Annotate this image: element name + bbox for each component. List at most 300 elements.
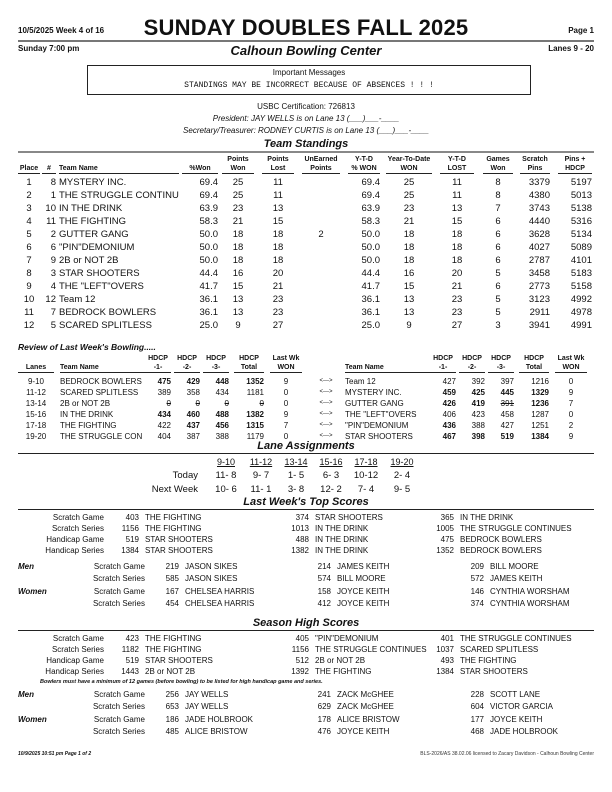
standings-cell-team: MYSTERY INC.: [59, 177, 127, 188]
top-scores-title: Last Week's Top Scores: [243, 496, 369, 508]
score-category: Scratch Series: [92, 599, 145, 608]
standings-cell-num: 12: [45, 294, 56, 305]
score-value: 454: [165, 599, 179, 608]
league-day-time: Sunday 7:00 pm: [18, 44, 80, 53]
standings-cell-ytd_pct: 36.1: [361, 307, 380, 318]
review-right-won: 2: [568, 421, 574, 430]
versus-arrow-icon: <--->: [319, 422, 333, 428]
score-value: 1013: [291, 524, 309, 533]
today-matchup: 9- 7: [252, 470, 270, 481]
standings-cell-pct: 50.0: [199, 229, 218, 240]
versus-arrow-icon: <--->: [319, 389, 333, 395]
standings-row: [0, 268, 612, 281]
standings-cell-pts_lost: 11: [273, 190, 283, 201]
score-name: IN THE DRINK: [315, 524, 369, 533]
score-row: [0, 562, 612, 573]
score-value: 1392: [291, 667, 309, 676]
lane-assignments-title: Lane Assignments: [257, 440, 355, 452]
gender-label: Women: [18, 587, 47, 596]
score-value: 412: [317, 599, 331, 608]
review-left-g3: 456: [215, 421, 229, 430]
score-row: [0, 574, 612, 585]
standings-cell-pts_lost: 15: [272, 216, 284, 227]
lane-pair-header: 15-16: [319, 457, 343, 467]
standings-cell-team: SCARED SPLITLESS: [59, 320, 152, 331]
col-header-line1: UnEarned: [304, 156, 338, 163]
score-value: 475: [440, 535, 454, 544]
standings-cell-unearned: [302, 307, 340, 318]
score-value: 476: [317, 727, 331, 736]
bowling-center-name: Calhoun Bowling Center: [230, 43, 382, 58]
score-name: THE FIGHTING: [315, 667, 372, 676]
score-category: Scratch Series: [51, 524, 104, 533]
standings-cell-team: "PIN"DEMONIUM: [59, 242, 135, 253]
standings-cell-ytd_won: 13: [403, 307, 415, 318]
col-header-line1: HDCP: [239, 355, 259, 362]
standings-col-ytd_pct: [348, 155, 380, 174]
col-header-line1: Points: [267, 156, 289, 163]
review-left-g1: 422: [157, 421, 171, 430]
versus-arrow-icon: <--->: [319, 433, 333, 439]
standings-col-unearned: [302, 155, 340, 174]
score-value: 1037: [436, 645, 454, 654]
score-row: [0, 524, 612, 535]
standings-cell-unearned: [302, 255, 340, 266]
score-category: Scratch Game: [52, 513, 104, 522]
standings-cell-team: STAR SHOOTERS: [59, 268, 140, 279]
handicap-eligibility-note: Bowlers must have a minimum of 12 games (before bowling) to be listed for high handicap game and series.: [40, 679, 323, 685]
standings-cell-scratch: 4380: [528, 190, 550, 201]
standings-cell-pins_hdcp: 5183: [570, 268, 592, 279]
standings-cell-ytd_won: 9: [406, 320, 412, 331]
standings-cell-ytd_lost: 18: [451, 255, 463, 266]
standings-cell-pts_lost: 21: [272, 281, 284, 292]
col-header-line1: Y-T-D: [448, 156, 466, 163]
today-label: Today: [172, 470, 198, 481]
score-row: [0, 546, 612, 557]
standings-cell-pins_hdcp: 5158: [570, 281, 592, 292]
standings-cell-pts_won: 18: [232, 242, 244, 253]
standings-cell-place: 5: [26, 229, 32, 240]
standings-cell-pts_won: 23: [232, 203, 244, 214]
standings-col-pins_hdcp: [558, 155, 592, 174]
standings-cell-place: 9: [26, 281, 32, 292]
next-week-matchup: 10- 6: [215, 484, 237, 495]
standings-cell-place: 11: [24, 307, 34, 318]
score-category: Scratch Game: [93, 562, 145, 571]
review-left-g1: 475: [157, 377, 171, 386]
review-right-team: "PIN"DEMONIUM: [345, 421, 409, 430]
col-header-line2: % WON: [348, 164, 380, 174]
gender-label: Men: [18, 562, 34, 571]
col-header-line1: Last Wk: [557, 355, 585, 362]
standings-cell-ytd_pct: 69.4: [361, 190, 380, 201]
review-col-l-team: [60, 354, 150, 373]
review-left-team: 2B or NOT 2B: [60, 399, 111, 408]
score-name: ZACK McGHEE: [337, 702, 394, 711]
standings-cell-ytd_won: 21: [403, 216, 415, 227]
score-value: 485: [165, 727, 179, 736]
score-value: 1352: [436, 546, 454, 555]
next-week-matchup: 12- 2: [320, 484, 342, 495]
standings-cell-ytd_pct: 44.4: [361, 268, 380, 279]
score-name: JOYCE KEITH: [337, 727, 390, 736]
score-name: JOYCE KEITH: [337, 599, 390, 608]
standings-cell-games: 6: [495, 229, 501, 240]
col-header-line2: Team Name: [59, 164, 179, 174]
score-value: 488: [295, 535, 309, 544]
standings-cell-pts_lost: 18: [272, 229, 284, 240]
score-value: 468: [470, 727, 484, 736]
col-header-line2: Won: [483, 164, 513, 174]
standings-row: [0, 281, 612, 294]
standings-cell-unearned: 2: [318, 229, 324, 240]
standings-cell-pts_lost: 13: [272, 203, 284, 214]
score-name: IN THE DRINK: [315, 535, 369, 544]
next-week-label: Next Week: [151, 484, 198, 495]
standings-cell-games: 5: [495, 268, 501, 279]
standings-cell-team: THE "LEFT"OVERS: [59, 281, 144, 292]
standings-cell-pins_hdcp: 4101: [570, 255, 592, 266]
standings-cell-num: 2: [50, 229, 56, 240]
review-right-g3: 427: [500, 421, 514, 430]
standings-cell-pts_won: 18: [232, 255, 244, 266]
secretary-info: Secretary/Treasurer: RODNEY CURTIS is on Lane 13 (___)___-____: [183, 126, 429, 135]
review-left-team: THE STRUGGLE CON: [60, 432, 143, 441]
score-value: 158: [317, 587, 331, 596]
standings-cell-pins_hdcp: 5134: [570, 229, 592, 240]
standings-cell-place: 10: [23, 294, 35, 305]
review-left-g3: 0: [224, 399, 229, 408]
review-right-g2: 419: [471, 399, 485, 408]
score-value: 1384: [121, 546, 139, 555]
standings-cell-scratch: 3379: [528, 177, 550, 188]
score-name: THE FIGHTING: [145, 524, 202, 533]
col-header-line1: Year-To-Date: [387, 156, 431, 163]
versus-arrow-icon: <--->: [319, 411, 333, 417]
review-col-r-g3: [488, 354, 514, 373]
col-header-line2: %Won: [182, 164, 218, 174]
col-header-line2: Won: [222, 164, 254, 174]
report-date-week: 10/5/2025 Week 4 of 16: [18, 26, 105, 35]
score-value: 574: [317, 574, 331, 583]
col-header-line1: [18, 354, 54, 363]
review-left-total: 1181: [246, 388, 264, 397]
col-header-line1: Games: [486, 156, 510, 163]
standings-cell-pins_hdcp: 5138: [570, 203, 592, 214]
standings-row: [0, 307, 612, 320]
col-header-line2: HDCP: [558, 164, 592, 174]
score-name: STAR SHOOTERS: [145, 656, 213, 665]
score-value: 1182: [121, 645, 139, 654]
season-high-scores-divider: [18, 630, 594, 631]
standings-title: Team Standings: [263, 138, 349, 150]
standings-cell-pins_hdcp: 4978: [570, 307, 592, 318]
col-header-line1: HDCP: [177, 355, 197, 362]
score-category: Scratch Series: [51, 645, 104, 654]
review-left-g3: 388: [215, 432, 229, 441]
review-right-team: Team 12: [345, 377, 376, 386]
score-value: 423: [125, 634, 139, 643]
score-value: 403: [125, 513, 139, 522]
standings-row: [0, 203, 612, 216]
col-header-line2: WON: [386, 164, 432, 174]
standings-cell-ytd_pct: 25.0: [361, 320, 380, 331]
review-right-won: 0: [568, 410, 574, 419]
standings-col-ytd_lost: [440, 155, 474, 174]
score-value: 519: [125, 535, 139, 544]
standings-cell-pts_lost: 23: [272, 294, 284, 305]
review-right-g1: 426: [442, 399, 456, 408]
col-header-line1: [59, 155, 179, 164]
score-name: JAMES KEITH: [337, 562, 390, 571]
standings-cell-games: 6: [495, 255, 501, 266]
standings-cell-pts_lost: 18: [272, 255, 284, 266]
standings-cell-team: IN THE DRINK: [59, 203, 123, 214]
standings-cell-games: 7: [495, 203, 501, 214]
license-info: BLS-2026/AS 38.02.06 licensed to Zacary Davidson - Calhoun Bowling Center: [420, 751, 594, 757]
standings-cell-ytd_lost: 11: [452, 177, 462, 188]
standings-col-ytd_won: [386, 155, 432, 174]
col-header-line1: HDCP: [524, 355, 544, 362]
score-row: [0, 535, 612, 546]
standings-cell-pins_hdcp: 5013: [570, 190, 592, 201]
standings-row: [0, 216, 612, 229]
review-col-l-g2: [174, 354, 200, 373]
standings-cell-num: 10: [45, 203, 56, 214]
col-header-line1: [18, 155, 40, 164]
standings-cell-num: 5: [50, 320, 56, 331]
review-left-team: SCARED SPLITLESS: [60, 388, 139, 397]
review-left-lanes: 13-14: [25, 399, 47, 408]
standings-cell-ytd_lost: 11: [452, 190, 462, 201]
standings-cell-place: 12: [23, 320, 35, 331]
review-col-r-won: [555, 354, 587, 373]
standings-cell-ytd_pct: 50.0: [361, 229, 380, 240]
review-left-won: 0: [283, 399, 289, 408]
review-left-g2: 460: [186, 410, 200, 419]
today-matchup: 10-12: [353, 470, 379, 481]
standings-cell-pct: 50.0: [199, 242, 218, 253]
standings-cell-ytd_won: 15: [403, 281, 415, 292]
standings-cell-pts_won: 13: [232, 307, 244, 318]
review-col-l-g1: [145, 354, 171, 373]
review-left-won: 9: [283, 377, 289, 386]
score-name: THE FIGHTING: [145, 513, 202, 522]
standings-cell-ytd_lost: 18: [451, 229, 463, 240]
score-value: 519: [125, 656, 139, 665]
score-name: ALICE BRISTOW: [337, 715, 400, 724]
standings-cell-unearned: [302, 294, 340, 305]
standings-cell-pct: 41.7: [199, 281, 218, 292]
standings-cell-num: 9: [50, 255, 56, 266]
standings-cell-num: 1: [50, 190, 56, 201]
lane-pair-header: 13-14: [284, 457, 308, 467]
review-left-g2: 358: [186, 388, 200, 397]
col-header-line2: Lost: [262, 164, 294, 174]
score-name: JASON SIKES: [185, 562, 238, 571]
review-col-r-g2: [459, 354, 485, 373]
review-right-total: 1236: [531, 399, 549, 408]
standings-cell-pct: 50.0: [199, 255, 218, 266]
standings-cell-pct: 63.9: [199, 203, 218, 214]
standings-cell-scratch: 3123: [528, 294, 550, 305]
standings-cell-place: 1: [26, 177, 32, 188]
standings-cell-ytd_lost: 27: [451, 320, 463, 331]
standings-cell-ytd_won: 13: [403, 294, 415, 305]
score-row: [0, 727, 612, 738]
standings-row: [0, 242, 612, 255]
review-row: [0, 388, 612, 399]
top-scores-divider: [18, 509, 594, 510]
versus-arrow-icon: <--->: [319, 378, 333, 384]
president-info: President: JAY WELLS is on Lane 13 (___)___-____: [212, 114, 400, 123]
next-week-matchup: 7- 4: [357, 484, 375, 495]
col-header-line2: #: [42, 164, 56, 174]
standings-cell-pins_hdcp: 5089: [570, 242, 592, 253]
standings-cell-unearned: [302, 320, 340, 331]
col-header-line1: HDCP: [462, 355, 482, 362]
standings-cell-ytd_lost: 23: [451, 294, 463, 305]
review-right-won: 9: [568, 432, 574, 441]
score-value: 1443: [121, 667, 139, 676]
col-header-line2: -3-: [488, 363, 514, 373]
score-name: THE STRUGGLE CONTINUES: [460, 524, 572, 533]
score-name: THE STRUGGLE CONTINUES: [315, 645, 427, 654]
review-left-g1: 404: [157, 432, 171, 441]
standings-cell-scratch: 4027: [528, 242, 550, 253]
score-value: 585: [165, 574, 179, 583]
standings-cell-pins_hdcp: 5316: [570, 216, 592, 227]
usbc-certification: USBC Certification: 726813: [257, 102, 355, 111]
score-value: 228: [470, 690, 484, 699]
standings-cell-pts_lost: 20: [272, 268, 284, 279]
col-header-line1: HDCP: [433, 355, 453, 362]
standings-cell-scratch: 2787: [528, 255, 550, 266]
col-header-line1: HDCP: [491, 355, 511, 362]
col-header-line2: Total: [234, 363, 264, 373]
review-right-g1: 436: [442, 421, 456, 430]
score-value: 1005: [436, 524, 454, 533]
standings-cell-unearned: [302, 216, 340, 227]
standings-cell-ytd_lost: 21: [451, 281, 463, 292]
standings-cell-num: 7: [50, 307, 56, 318]
standings-cell-pts_won: 16: [232, 268, 244, 279]
score-value: 219: [165, 562, 179, 571]
standings-cell-pts_won: 21: [232, 216, 244, 227]
score-name: SCOTT LANE: [490, 690, 541, 699]
standings-row: [0, 177, 612, 190]
review-right-total: 1287: [531, 410, 549, 419]
review-left-won: 0: [283, 388, 289, 397]
score-category: Handicap Game: [46, 535, 104, 544]
score-name: JASON SIKES: [185, 574, 238, 583]
review-left-g3: 488: [215, 410, 229, 419]
score-name: 2B or NOT 2B: [145, 667, 196, 676]
col-header-line1: [182, 155, 218, 164]
score-name: "PIN"DEMONIUM: [315, 634, 379, 643]
col-header-line2: Place: [19, 165, 39, 172]
score-row: [0, 513, 612, 524]
review-right-total: 1251: [531, 421, 549, 430]
review-right-g1: 467: [442, 432, 456, 441]
review-right-g3: 519: [500, 432, 514, 441]
score-name: IN THE DRINK: [315, 546, 369, 555]
standings-cell-scratch: 3628: [528, 229, 550, 240]
score-value: 374: [470, 599, 484, 608]
col-header-line2: WON: [270, 363, 302, 373]
standings-cell-ytd_won: 18: [403, 255, 415, 266]
review-left-won: 7: [283, 421, 289, 430]
standings-cell-ytd_lost: 15: [451, 216, 463, 227]
score-value: 572: [470, 574, 484, 583]
score-value: 401: [440, 634, 454, 643]
standings-cell-scratch: 3743: [528, 203, 550, 214]
review-row: [0, 399, 612, 410]
score-value: 256: [165, 690, 179, 699]
standings-col-pct: [182, 155, 218, 174]
standings-cell-unearned: [302, 242, 340, 253]
review-left-total: 1382: [246, 410, 264, 419]
standings-row: [0, 255, 612, 268]
review-right-g3: 458: [500, 410, 514, 419]
review-right-team: GUTTER GANG: [345, 399, 404, 408]
score-name: THE STRUGGLE CONTINUES: [460, 634, 572, 643]
score-name: THE FIGHTING: [145, 645, 202, 654]
standings-cell-games: 6: [495, 281, 501, 292]
standings-cell-place: 3: [26, 203, 32, 214]
score-row: [0, 667, 612, 678]
lane-assignments-divider: [18, 453, 594, 454]
score-name: ZACK McGHEE: [337, 690, 394, 699]
review-right-g2: 392: [471, 377, 485, 386]
lanes-range: Lanes 9 - 20: [548, 44, 594, 53]
standings-cell-num: 11: [46, 216, 56, 227]
standings-cell-pct: 36.1: [199, 307, 218, 318]
standings-cell-num: 3: [50, 268, 56, 279]
messages-text: STANDINGS MAY BE INCORRECT BECAUSE OF ABSENCES ! ! !: [184, 81, 434, 90]
standings-row: [0, 294, 612, 307]
score-value: 177: [470, 715, 484, 724]
score-name: CYNTHIA WORSHAM: [490, 599, 570, 608]
standings-cell-ytd_lost: 23: [451, 307, 463, 318]
standings-cell-ytd_pct: 50.0: [361, 255, 380, 266]
score-name: JADE HOLBROOK: [490, 727, 559, 736]
standings-cell-games: 6: [495, 242, 501, 253]
standings-cell-scratch: 2911: [529, 307, 550, 318]
review-right-g2: 425: [471, 388, 485, 397]
standings-cell-pct: 44.4: [199, 268, 218, 279]
review-left-g2: 387: [186, 432, 200, 441]
standings-cell-unearned: [302, 177, 340, 188]
today-matchup: 11- 8: [215, 470, 237, 481]
gender-label: Women: [18, 715, 47, 724]
standings-col-games: [483, 155, 513, 174]
review-right-total: 1384: [531, 432, 549, 441]
score-category: Handicap Series: [45, 667, 104, 676]
standings-row: [0, 190, 612, 203]
score-name: THE FIGHTING: [145, 634, 202, 643]
review-left-g2: 437: [186, 421, 200, 430]
standings-cell-ytd_pct: 36.1: [361, 294, 380, 305]
standings-cell-games: 5: [495, 307, 501, 318]
review-left-lanes: 9-10: [27, 377, 44, 386]
review-right-won: 7: [568, 399, 574, 408]
score-row: [0, 645, 612, 656]
review-col-l-lanes: [18, 354, 54, 373]
next-week-matchup: 3- 8: [287, 484, 305, 495]
standings-cell-scratch: 3941: [528, 320, 550, 331]
